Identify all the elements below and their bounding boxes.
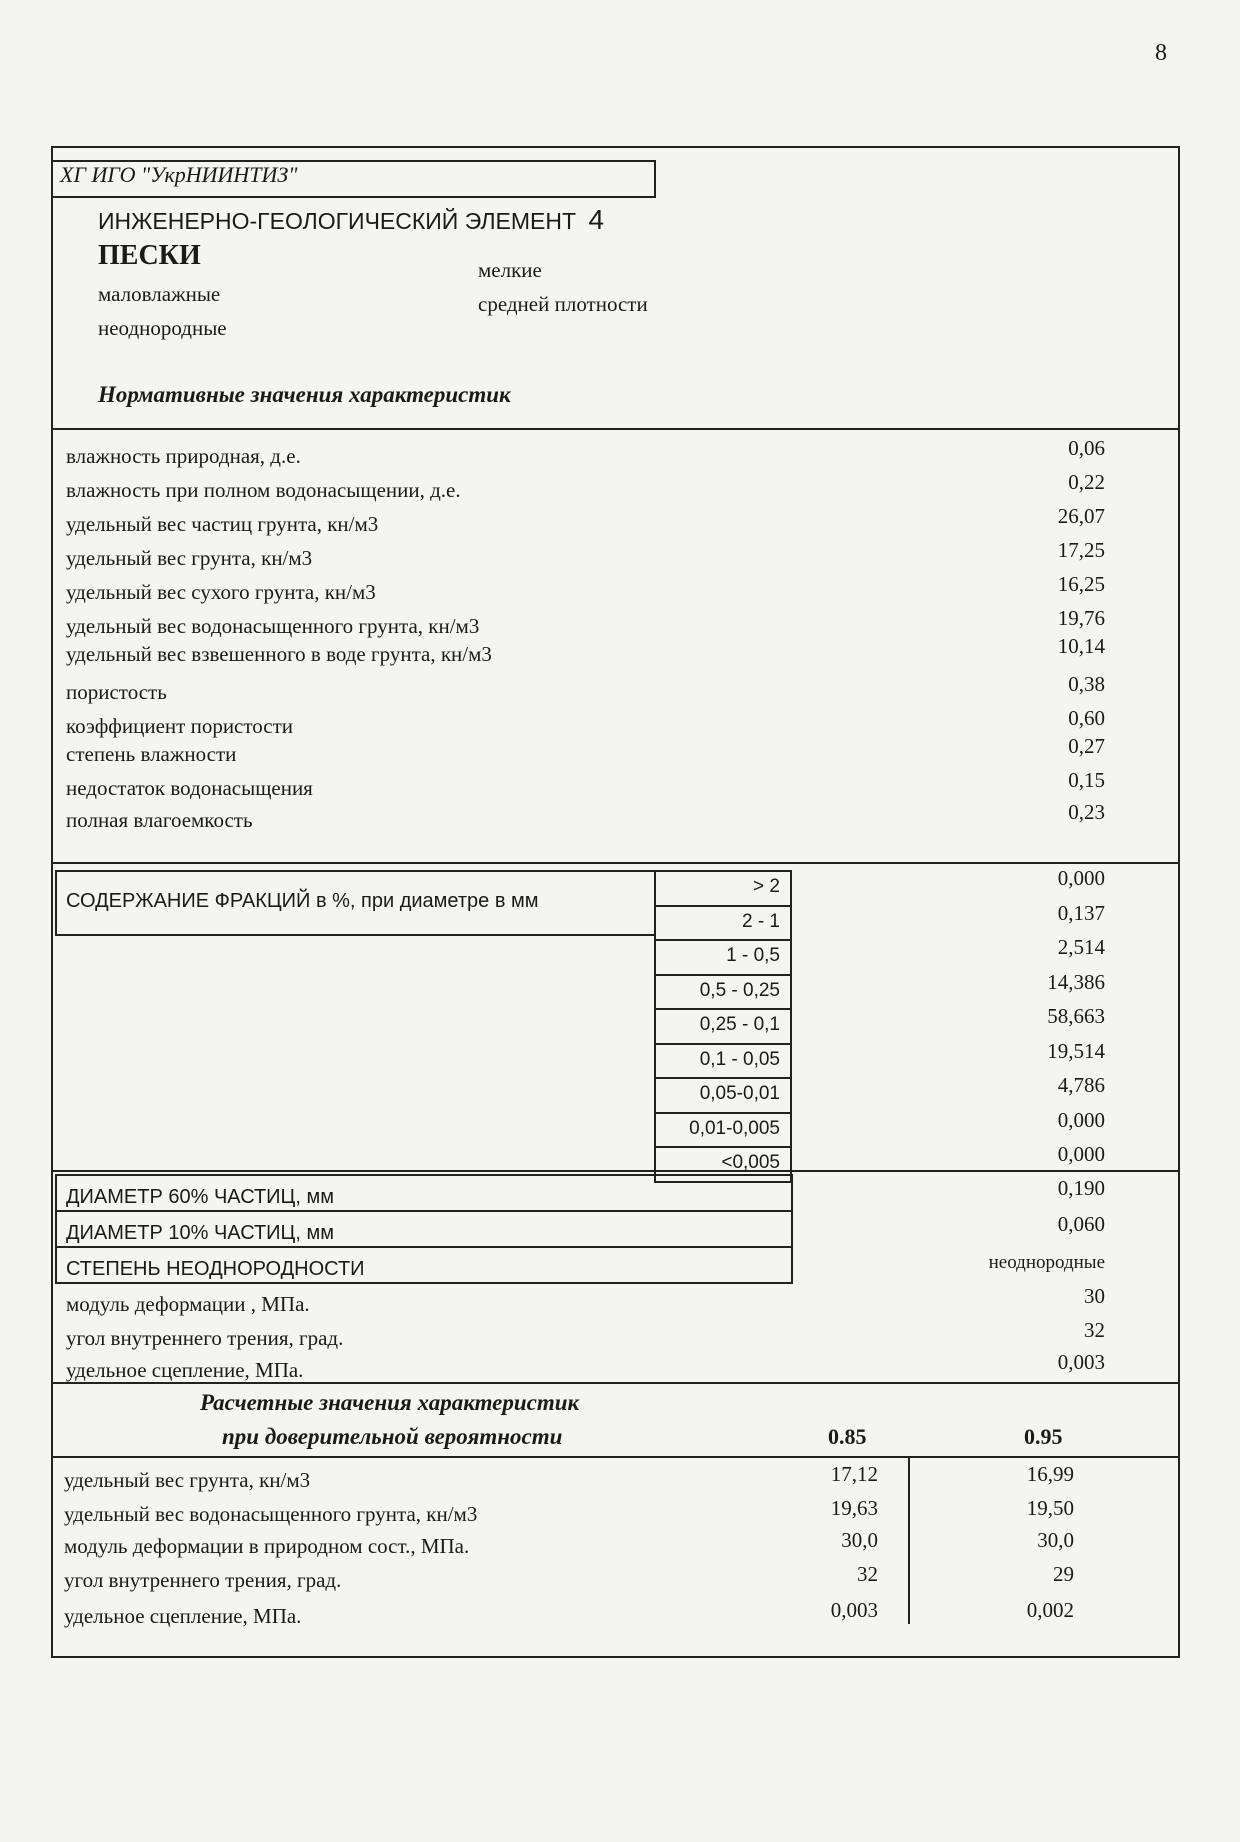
divider-header — [51, 428, 1180, 430]
design-col2-header: 0.95 — [1024, 1424, 1063, 1449]
fraction-value: 0,000 — [1057, 1142, 1105, 1166]
property-label: степень влажности — [66, 742, 237, 766]
fraction-value: 19,514 — [1047, 1038, 1105, 1063]
property-label: недостаток водонасыщения — [66, 776, 313, 800]
fraction-range: > 2 — [753, 876, 780, 897]
mechanical-label: модуль деформации , МПа. — [66, 1292, 310, 1316]
attr-right-1: мелкие — [478, 258, 542, 282]
property-value: 0,22 — [1068, 470, 1105, 494]
element-title-text: ИНЖЕНЕРНО-ГЕОЛОГИЧЕСКИЙ ЭЛЕМЕНТ — [98, 208, 577, 234]
granulometry-value: 0,060 — [1057, 1212, 1105, 1236]
design-label: удельное сцепление, МПа. — [64, 1604, 302, 1628]
design-label: удельный вес грунта, кн/м3 — [64, 1468, 311, 1492]
mechanical-label: угол внутреннего трения, град. — [66, 1326, 344, 1350]
fraction-value: 0,000 — [1057, 1107, 1105, 1132]
granulometry-right-edge — [791, 1174, 793, 1282]
mechanical-label: удельное сцепление, МПа. — [66, 1358, 304, 1382]
fraction-range: 0,1 - 0,05 — [699, 1048, 780, 1070]
design-value-095: 16,99 — [1026, 1462, 1074, 1486]
fraction-range: 2 - 1 — [741, 910, 780, 932]
design-value-085: 17,12 — [830, 1462, 878, 1486]
mechanical-value: 32 — [1084, 1318, 1105, 1342]
design-col1-header: 0.85 — [828, 1424, 867, 1449]
design-value-085: 32 — [857, 1562, 878, 1586]
design-label: угол внутреннего трения, град. — [64, 1568, 342, 1592]
fraction-value: 58,663 — [1047, 1004, 1105, 1028]
attr-right-2: средней плотности — [478, 292, 648, 316]
property-value: 10,14 — [1057, 634, 1105, 658]
org-name: ХГ ИГО "УкрНИИНТИЗ" — [60, 162, 298, 187]
fraction-range: 0,05-0,01 — [699, 1083, 780, 1104]
fraction-value: 0,000 — [1057, 866, 1105, 890]
property-value: 0,27 — [1068, 734, 1105, 758]
property-value: 19,76 — [1057, 606, 1105, 630]
fraction-range: <0,005 — [721, 1152, 780, 1173]
fraction-value: 0,137 — [1057, 900, 1105, 925]
property-value: 17,25 — [1057, 538, 1105, 562]
property-value: 0,23 — [1068, 800, 1105, 824]
granulometry-value: 0,190 — [1057, 1176, 1105, 1200]
property-label: удельный вес водонасыщенного грунта, кн/м3 — [66, 614, 480, 638]
design-value-095: 19,50 — [1026, 1496, 1074, 1520]
granulometry-label: СТЕПЕНЬ НЕОДНОРОДНОСТИ — [66, 1258, 365, 1280]
design-label: удельный вес водонасыщенного грунта, кн/м3 — [64, 1502, 478, 1526]
property-label: влажность природная, д.е. — [66, 444, 301, 468]
granulometry-label: ДИАМЕТР 60% ЧАСТИЦ, мм — [66, 1186, 334, 1208]
divider-mechanical — [51, 1382, 1180, 1384]
attr-left-1: маловлажные — [98, 282, 221, 306]
design-value-085: 19,63 — [830, 1496, 878, 1520]
element-number: 4 — [588, 204, 605, 235]
fraction-value: 4,786 — [1057, 1073, 1105, 1097]
fraction-value: 2,514 — [1057, 935, 1105, 959]
design-label: модуль деформации в природном сост., МПа. — [64, 1534, 470, 1558]
property-value: 16,25 — [1057, 572, 1105, 596]
normative-title: Нормативные значения характеристик — [98, 382, 511, 407]
property-label: удельный вес частиц грунта, кн/м3 — [66, 512, 379, 536]
fraction-range: 0,01-0,005 — [689, 1117, 780, 1139]
design-value-095: 30,0 — [1037, 1528, 1074, 1552]
mechanical-value: 30 — [1084, 1284, 1105, 1308]
fraction-range: 1 - 0,5 — [726, 945, 780, 966]
soil-type: ПЕСКИ — [98, 240, 201, 271]
property-label: удельный вес взвешенного в воде грунта, кн/м3 — [66, 642, 492, 666]
property-value: 0,60 — [1068, 706, 1105, 730]
attr-left-2: неоднородные — [98, 316, 227, 340]
granulometry-value: неоднородные — [988, 1252, 1105, 1273]
property-label: пористость — [66, 680, 167, 704]
property-value: 0,38 — [1068, 672, 1105, 696]
fraction-range: 0,25 - 0,1 — [699, 1014, 780, 1035]
design-title-2: при доверительной вероятности — [222, 1424, 563, 1449]
granulometry-label: ДИАМЕТР 10% ЧАСТИЦ, мм — [66, 1222, 334, 1244]
property-label: полная влагоемкость — [66, 808, 253, 832]
divider-fractions — [51, 1170, 1180, 1172]
property-label: влажность при полном водонасыщении, д.е. — [66, 478, 461, 502]
design-title-1: Расчетные значения характеристик — [200, 1390, 580, 1415]
divider-properties — [51, 862, 1180, 864]
fractions-title: СОДЕРЖАНИЕ ФРАКЦИЙ в %, при диаметре в мм — [66, 890, 539, 912]
design-value-085: 30,0 — [841, 1528, 878, 1552]
fraction-value: 14,386 — [1047, 969, 1105, 994]
property-value: 0,15 — [1068, 768, 1105, 792]
property-label: коэффициент пористости — [66, 714, 294, 738]
element-title — [98, 204, 604, 236]
property-value: 26,07 — [1057, 504, 1105, 528]
fraction-range: 0,5 - 0,25 — [699, 979, 780, 1001]
design-value-085: 0,003 — [830, 1598, 878, 1622]
property-value: 0,06 — [1068, 436, 1105, 460]
mechanical-value: 0,003 — [1057, 1350, 1105, 1374]
divider-design-header — [51, 1456, 1180, 1458]
design-value-095: 0,002 — [1026, 1598, 1074, 1622]
property-label: удельный вес грунта, кн/м3 — [66, 546, 313, 570]
page-number: 8 — [1155, 40, 1167, 66]
design-value-095: 29 — [1053, 1562, 1074, 1586]
property-label: удельный вес сухого грунта, кн/м3 — [66, 580, 376, 604]
